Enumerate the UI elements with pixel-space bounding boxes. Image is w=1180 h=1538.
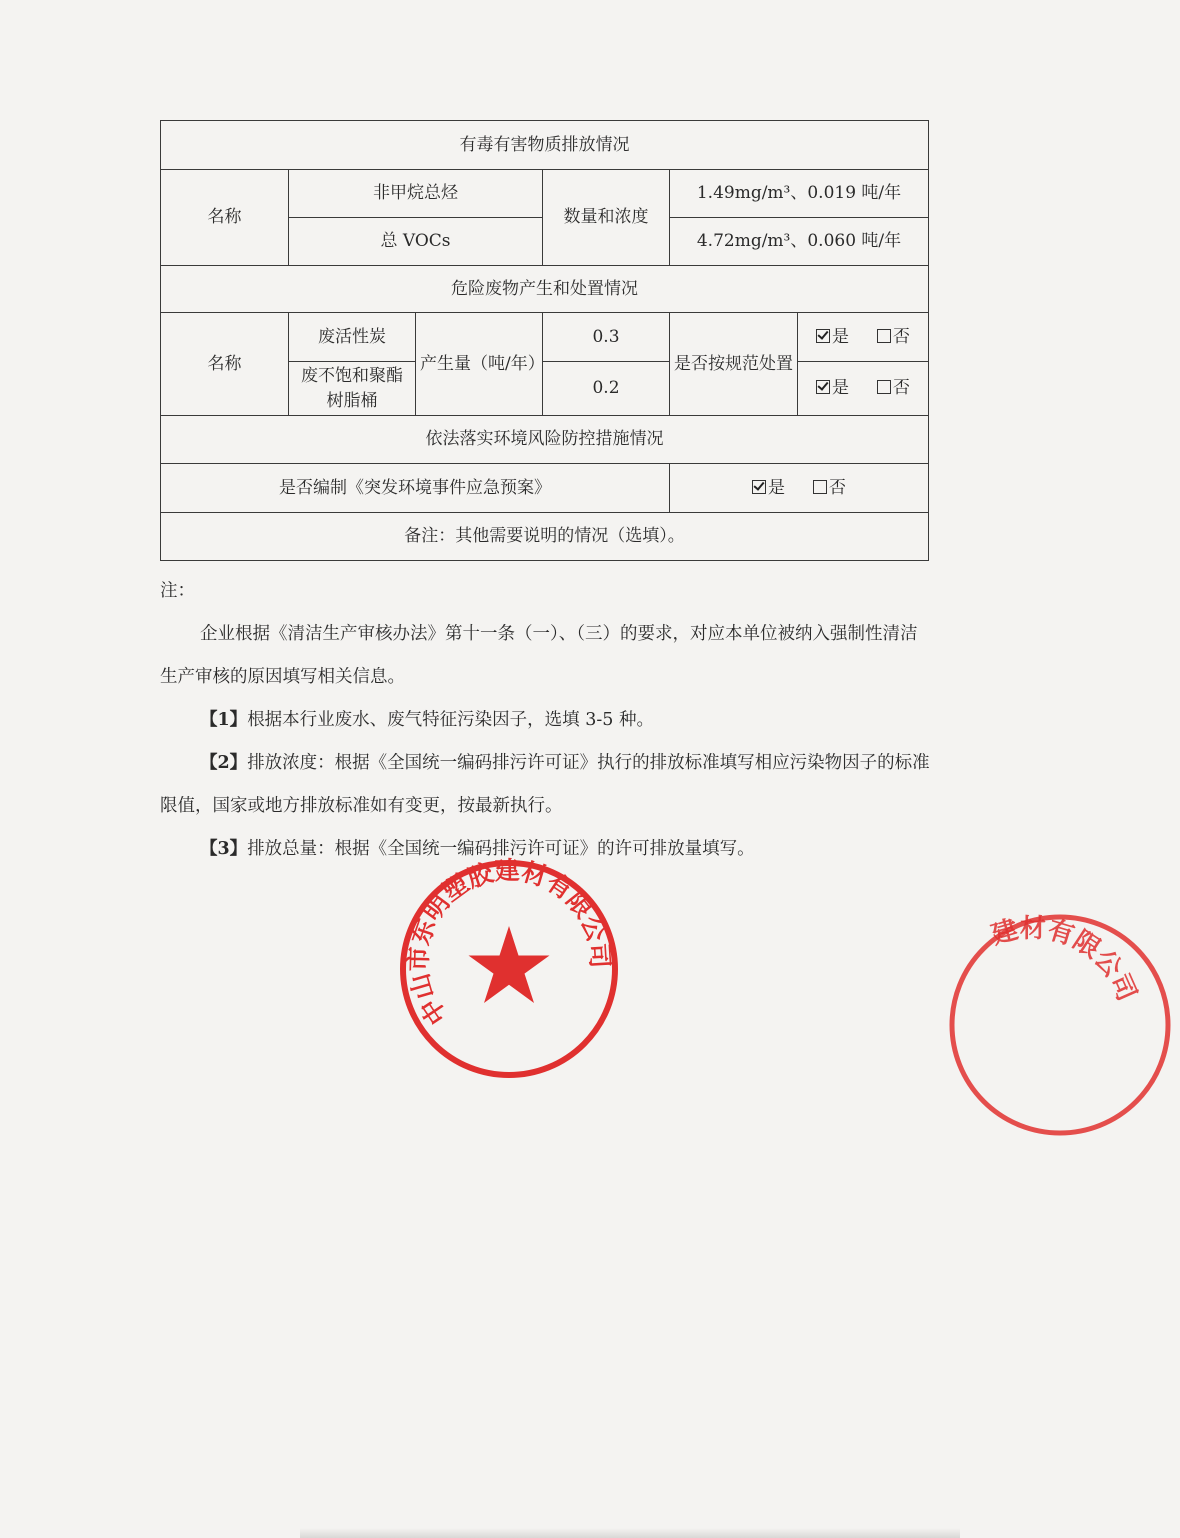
compliance-checkbox-group	[798, 313, 929, 362]
hazardous-name-label: 名称	[161, 313, 289, 416]
partial-seal	[940, 905, 1180, 1145]
yes-option-label: 是	[832, 326, 850, 347]
hazardous-item-name: 废活性炭	[289, 313, 416, 362]
hazardous-item-amount: 0.2	[543, 362, 670, 416]
yes-option-label: 是	[832, 378, 850, 399]
toxic-section-title: 有毒有害物质排放情况	[161, 121, 929, 170]
page-edge-shadow	[300, 1528, 960, 1538]
note-item	[160, 742, 930, 828]
notes-heading: 注：	[160, 581, 195, 601]
checkbox-empty-icon[interactable]	[877, 329, 891, 343]
note-text: 排放浓度：根据《全国统一编码排污许可证》执行的排放标准填写相应污染物因子的标准限值，国家或地方排放标准如有变更，按最新执行。	[160, 753, 930, 816]
note-text: 根据本行业废水、废气特征污染因子，选填 3-5 种。	[247, 710, 654, 730]
seal-text: 中山市东明塑胶建材有限公司	[403, 856, 615, 1030]
no-option-label: 否	[829, 477, 847, 498]
remark-row: 备注：其他需要说明的情况（选填）。	[161, 513, 929, 561]
notes-intro: 企业根据《清洁生产审核办法》第十一条（一）、（三）的要求，对应本单位被纳入强制性清洁生产审核的原因填写相关信息。	[160, 624, 918, 687]
toxic-item-name: 总 VOCs	[289, 218, 543, 266]
notes-section	[160, 570, 930, 871]
no-option-label: 否	[893, 326, 911, 347]
toxic-item-name: 非甲烷总烃	[289, 170, 543, 218]
emission-form-table	[160, 120, 929, 561]
partial-seal-text: 建材有限公司	[988, 913, 1142, 1006]
hazardous-section-title: 危险废物产生和处置情况	[161, 266, 929, 313]
yes-option-label: 是	[768, 477, 786, 498]
svg-text:建材有限公司	[988, 914, 1141, 1006]
checkbox-empty-icon[interactable]	[877, 380, 891, 394]
toxic-item-value: 1.49mg/m³、0.019 吨/年	[670, 170, 929, 218]
note-item	[160, 699, 930, 742]
company-seal	[396, 856, 622, 1082]
compliance-checkbox-group	[798, 362, 929, 416]
checkbox-checked-icon[interactable]	[752, 480, 766, 494]
plan-question: 是否编制《突发环境事件应急预案》	[161, 464, 670, 513]
note-number: 【1】	[200, 710, 248, 730]
output-label: 产生量（吨/年）	[416, 313, 543, 416]
checkbox-empty-icon[interactable]	[813, 480, 827, 494]
no-option-label: 否	[893, 378, 911, 399]
seal-star-icon	[469, 926, 550, 1003]
hazardous-item-name: 废不饱和聚酯树脂桶	[289, 362, 416, 416]
compliance-label: 是否按规范处置	[670, 313, 798, 416]
note-number: 【3】	[200, 839, 248, 859]
name-label: 名称	[161, 170, 289, 266]
hazardous-item-amount: 0.3	[543, 313, 670, 362]
checkbox-checked-icon[interactable]	[816, 380, 830, 394]
risk-section-title: 依法落实环境风险防控措施情况	[161, 416, 929, 464]
quantity-label: 数量和浓度	[543, 170, 670, 266]
plan-checkbox-group	[670, 464, 929, 513]
checkbox-checked-icon[interactable]	[816, 329, 830, 343]
note-number: 【2】	[200, 753, 248, 773]
toxic-item-value: 4.72mg/m³、0.060 吨/年	[670, 218, 929, 266]
note-text: 排放总量：根据《全国统一编码排污许可证》的许可排放量填写。	[247, 839, 755, 859]
